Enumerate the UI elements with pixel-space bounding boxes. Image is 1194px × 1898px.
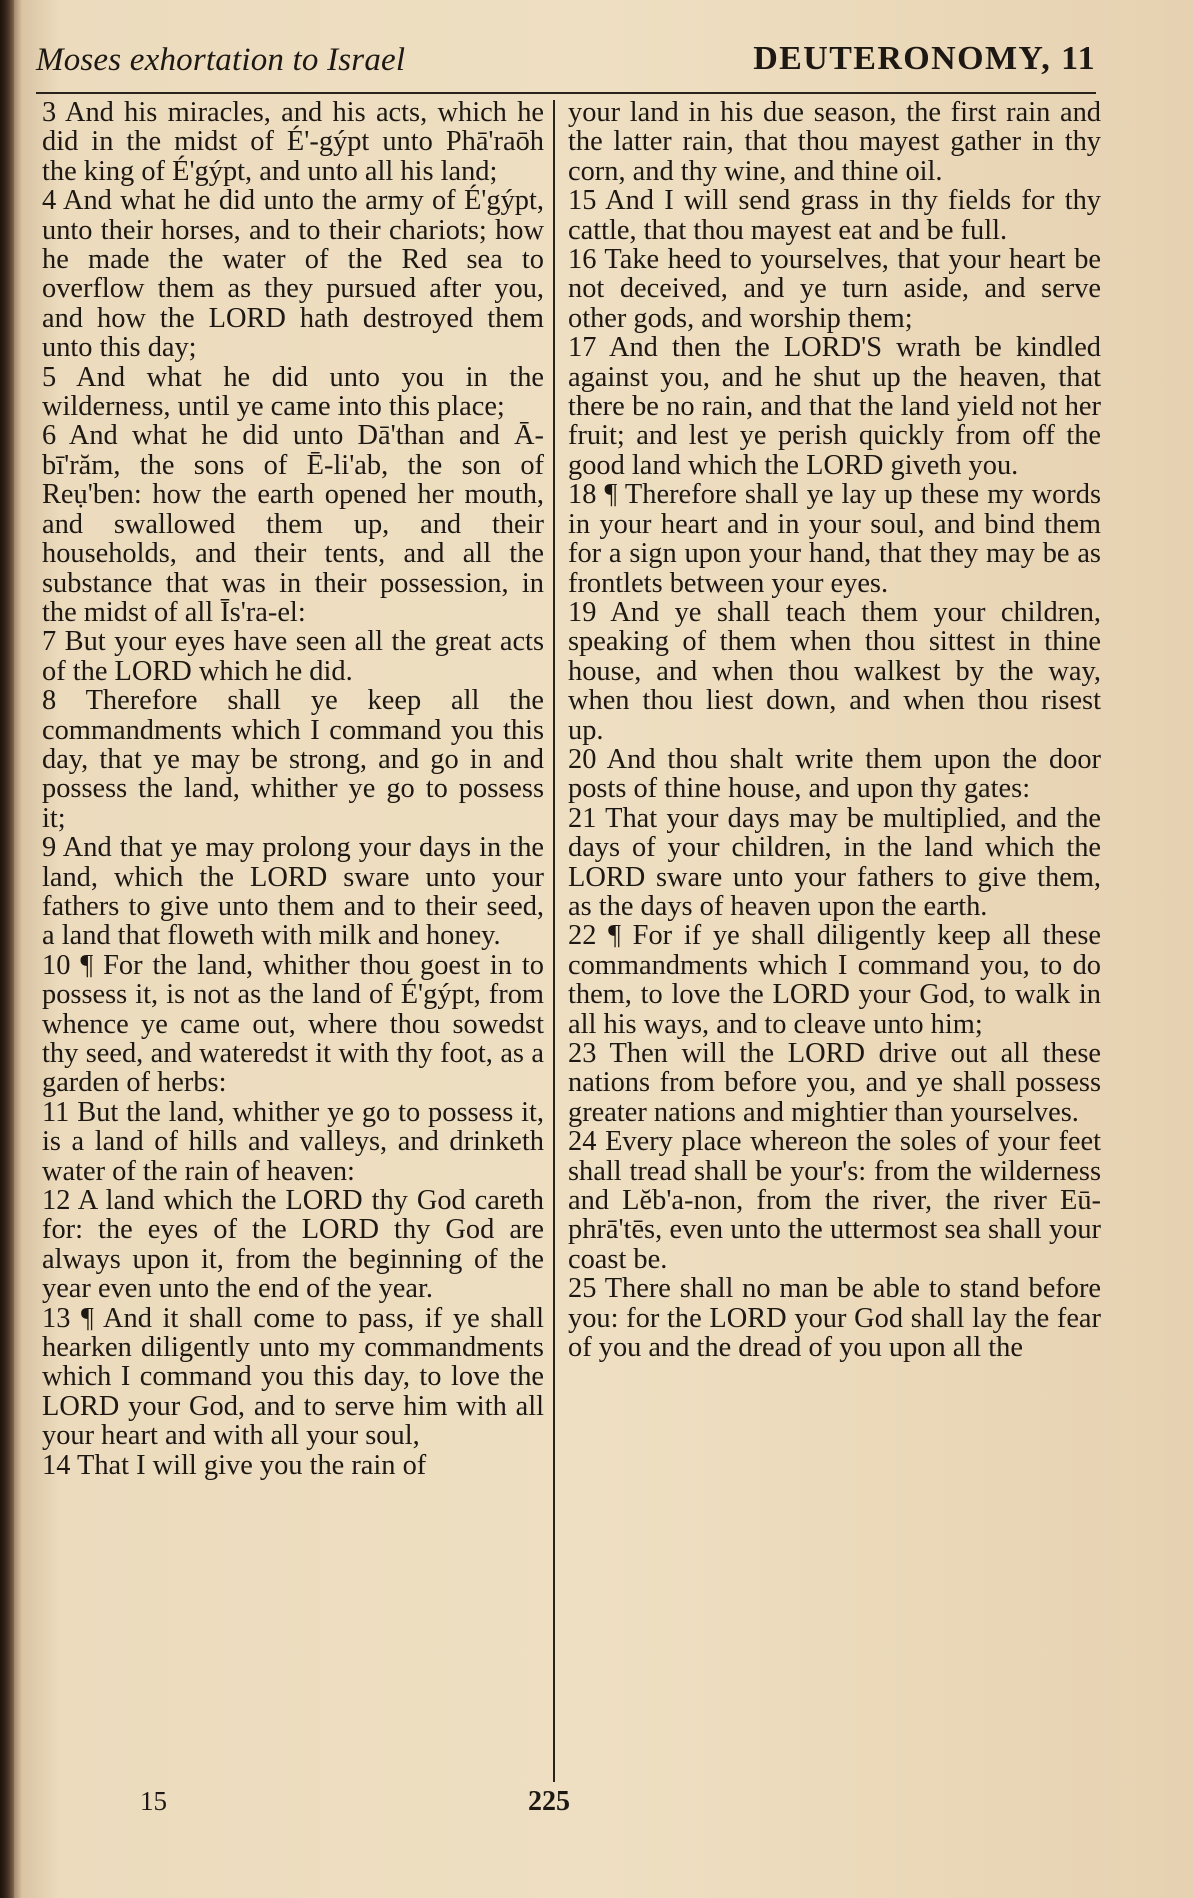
header-rule: [36, 92, 1096, 94]
column-divider: [553, 100, 555, 1782]
verse-5: 5 And what he did unto you in the wilderness, until ye came into this place;: [42, 361, 544, 423]
verse-24: 24 Every place whereon the soles of your feet shall tread shall be your's: from the wilderness and Lĕb'a-non, from the river, the river Eū-phrā'tēs, even unto the uttermost sea shall your coast be.: [568, 1126, 1101, 1275]
verse-13: 13 ¶ And it shall come to pass, if ye shall hearken diligently unto my commandments which I command you this day, to love the LORD your God, and to serve him with all your heart and with all your soul,: [42, 1302, 544, 1452]
verse-23: 23 Then will the LORD drive out all these nations from before you, and ye shall possess greater nations and mightier than yourselves.: [568, 1038, 1101, 1128]
verse-17: 17 And then the LORD'S wrath be kindled against you, and he shut up the heaven, that there be no rain, and that the land yield not her fruit; and lest ye perish quickly from off the good land which the LORD giveth you.: [568, 332, 1101, 481]
binding-shadow: [0, 0, 14, 1898]
book-chapter-title: DEUTERONOMY, 11: [753, 40, 1096, 77]
right-column: [568, 98, 1101, 1788]
verse-3: 3 And his miracles, and his acts, which he did in the midst of É'-gýpt unto Phā'raōh the king of É'gýpt, and unto all his land;: [42, 98, 544, 187]
verse-20: 20 And thou shalt write them upon the door posts of thine house, and upon thy gates:: [568, 743, 1101, 805]
verse-14-continued: your land in his due season, the first rain and the latter rain, that thou mayest gather in thy corn, and thy wine, and thine oil.: [568, 98, 1101, 187]
verse-7: 7 But your eyes have seen all the great acts of the LORD which he did.: [42, 626, 544, 687]
verse-25: 25 There shall no man be able to stand before you: for the LORD your God shall lay the fear of you and the dread of you upon all the: [568, 1273, 1101, 1364]
verse-6: 6 And what he did unto Dā'than and Ā-bī'răm, the sons of Ē-li'ab, the son of Reụ'ben: how the earth opened her mouth, and swallowed them up, and their households, and their tents, and all the substance that was in their possession, in the midst of all Īs'ra-el:: [42, 420, 544, 628]
verse-14: 14 That I will give you the rain of: [42, 1449, 427, 1481]
verse-12: 12 A land which the LORD thy God careth for: the eyes of the LORD thy God are always upon it, from the beginning of the year even unto the end of the year.: [42, 1185, 544, 1305]
verse-9: 9 And that ye may prolong your days in the land, which the LORD sware unto your fathers to give unto them and to their seed, a land that floweth with milk and honey.: [42, 832, 544, 952]
page-number: 225: [528, 1786, 570, 1817]
signature-number: 15: [140, 1786, 167, 1816]
verse-19: 19 And ye shall teach them your children, speaking of them when thou sittest in thine house, and when thou walkest by the way, when thou liest down, and when thou risest up.: [568, 596, 1101, 746]
verse-21: 21 That your days may be multiplied, and the days of your children, in the land which the LORD sware unto your fathers to give them, as the days of heaven upon the earth.: [568, 802, 1101, 922]
section-title: Moses exhortation to Israel: [36, 42, 406, 78]
verse-15: 15 And I will send grass in thy fields for thy cattle, that thou mayest eat and be full.: [568, 185, 1101, 246]
left-column: [42, 98, 544, 1788]
running-header: [36, 38, 1096, 86]
verse-11: 11 But the land, whither ye go to possess it, is a land of hills and valleys, and drinketh water of the rain of heaven:: [42, 1096, 544, 1187]
verse-18: 18 ¶ Therefore shall ye lay up these my words in your heart and in your soul, and bind them for a sign upon your hand, that they may be as frontlets between your eyes.: [568, 479, 1101, 599]
verse-16: 16 Take heed to yourselves, that your heart be not deceived, and ye turn aside, and serve other gods, and worship them;: [568, 244, 1101, 334]
verse-4: 4 And what he did unto the army of É'gýpt, unto their horses, and to their chariots; how he made the water of the Red sea to overflow them as they pursued after you, and how the LORD hath destroyed them unto this day;: [42, 185, 544, 364]
verse-10: 10 ¶ For the land, whither thou goest in to possess it, is not as the land of É'gýpt, from whence ye came out, where thou sowedst thy seed, and wateredst it with thy foot, as a garden of herbs:: [42, 949, 544, 1099]
verse-22: 22 ¶ For if ye shall diligently keep all these commandments which I command you, to do them, to love the LORD your God, to walk in all his ways, and to cleave unto him;: [568, 920, 1101, 1040]
verse-8: 8 Therefore shall ye keep all the commandments which I command you this day, that ye may be strong, and go in and possess the land, whither ye go to possess it;: [42, 685, 544, 834]
